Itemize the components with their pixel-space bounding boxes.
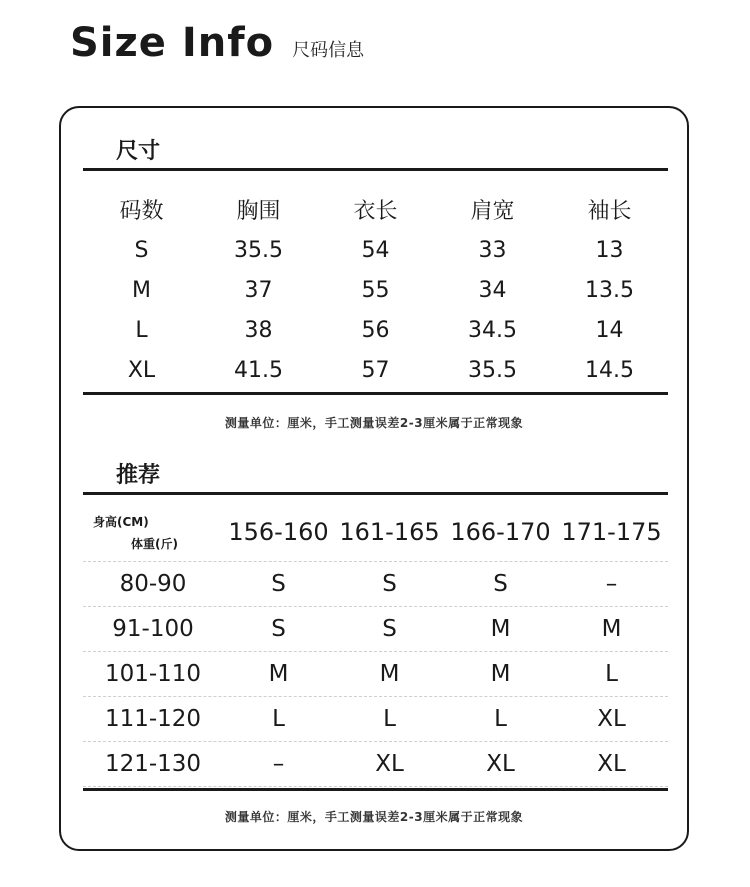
rec-size: M — [490, 616, 511, 642]
size-cell: 56 — [361, 317, 390, 343]
size-cell: 13 — [595, 237, 624, 263]
size-col-header: 衣长 — [353, 198, 398, 224]
size-cell: XL — [127, 357, 156, 383]
rec-corner-header — [83, 503, 223, 561]
rec-size: L — [272, 706, 285, 732]
rec-size: – — [272, 751, 285, 777]
size-cell: 13.5 — [585, 277, 634, 303]
size-section-title: 尺寸 — [116, 139, 161, 164]
rec-note: 测量单位：厘米，手工测量误差2-3厘米属于正常现象 — [224, 810, 524, 824]
rec-top-rule — [83, 492, 668, 495]
size-cell: 33 — [478, 237, 507, 263]
rec-row — [83, 742, 668, 787]
size-cell: 37 — [244, 277, 273, 303]
recommendation-table — [83, 503, 668, 787]
page-header — [70, 20, 364, 66]
size-cell: 14 — [595, 317, 624, 343]
size-cell: S — [134, 237, 149, 263]
height-col-header: 161-165 — [339, 518, 440, 546]
rec-size: XL — [597, 751, 626, 777]
size-cell: 34.5 — [468, 317, 517, 343]
rec-size: L — [494, 706, 507, 732]
rec-size: L — [383, 706, 396, 732]
size-top-rule — [83, 168, 668, 171]
size-cell: 41.5 — [234, 357, 283, 383]
size-row — [83, 270, 668, 310]
size-cell: M — [132, 277, 151, 303]
size-col-header: 胸围 — [236, 198, 281, 224]
size-note: 测量单位：厘米，手工测量误差2-3厘米属于正常现象 — [224, 416, 524, 430]
weight-range: 91-100 — [112, 616, 194, 642]
size-col-header: 肩宽 — [470, 198, 515, 224]
size-cell: 55 — [361, 277, 390, 303]
rec-row — [83, 607, 668, 652]
size-table — [83, 188, 668, 390]
size-row — [83, 350, 668, 390]
size-cell: 35.5 — [234, 237, 283, 263]
height-col-header: 156-160 — [228, 518, 329, 546]
rec-size: M — [268, 661, 289, 687]
rec-size: S — [382, 571, 397, 597]
rec-size: S — [382, 616, 397, 642]
size-card — [59, 106, 689, 851]
size-cell: 57 — [361, 357, 390, 383]
page-title: Size Info — [70, 20, 275, 66]
size-col-header: 袖长 — [587, 198, 632, 224]
page-subtitle: 尺码信息 — [292, 40, 365, 61]
size-col-header: 码数 — [119, 198, 164, 224]
size-row — [83, 310, 668, 350]
weight-range: 111-120 — [104, 706, 202, 732]
height-col-header: 171-175 — [561, 518, 662, 546]
rec-row — [83, 697, 668, 742]
weight-label: 体重(斤) — [131, 537, 178, 551]
height-label: 身高(CM) — [93, 515, 149, 529]
rec-size: XL — [597, 706, 626, 732]
rec-section-title: 推荐 — [116, 463, 161, 488]
size-bottom-rule — [83, 392, 668, 395]
rec-row — [83, 562, 668, 607]
weight-range: 121-130 — [104, 751, 202, 777]
rec-size: S — [493, 571, 508, 597]
size-cell: 54 — [361, 237, 390, 263]
rec-size: M — [601, 616, 622, 642]
size-cell: L — [135, 317, 148, 343]
rec-size: M — [379, 661, 400, 687]
size-cell: 35.5 — [468, 357, 517, 383]
weight-range: 80-90 — [119, 571, 187, 597]
size-row — [83, 230, 668, 270]
rec-size: XL — [375, 751, 404, 777]
rec-size: XL — [486, 751, 515, 777]
rec-size: S — [271, 571, 286, 597]
rec-header-row — [83, 503, 668, 562]
weight-range: 101-110 — [104, 661, 202, 687]
rec-row — [83, 652, 668, 697]
rec-size: – — [605, 571, 618, 597]
height-col-header: 166-170 — [450, 518, 551, 546]
size-header-row — [83, 188, 668, 230]
rec-bottom-rule — [83, 788, 668, 791]
size-cell: 14.5 — [585, 357, 634, 383]
rec-size: L — [605, 661, 618, 687]
rec-size: M — [490, 661, 511, 687]
size-cell: 38 — [244, 317, 273, 343]
size-cell: 34 — [478, 277, 507, 303]
rec-size: S — [271, 616, 286, 642]
